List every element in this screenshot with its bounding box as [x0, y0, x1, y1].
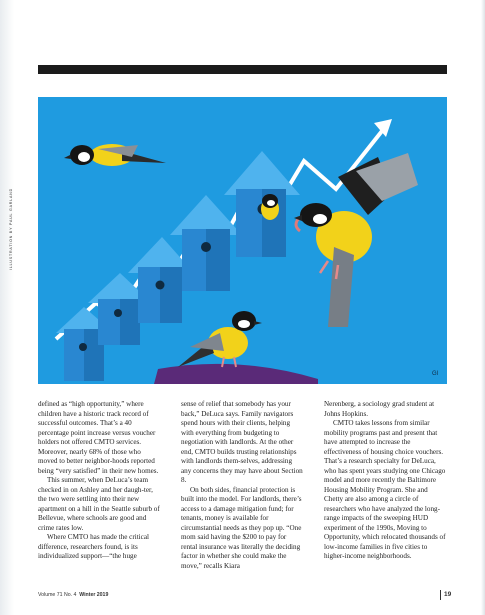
page-footer: [38, 590, 452, 602]
issue-season: Winter 2019: [79, 592, 109, 598]
paragraph: This summer, when DeLuca’s team checked in on Ashley and her daugh-ter, the two were settling into their new apartment on a hill in the Seattle suburb of Bellevue, where schools are good and crime rates low.: [38, 476, 160, 532]
bird-top-left: [64, 144, 166, 166]
article-columns: [38, 400, 447, 576]
page-gutter-shade: [0, 0, 14, 615]
bird-on-branch: [178, 311, 262, 367]
paragraph: sense of relief that somebody has your back,” DeLuca says. Family navigators spend hours with their clients, helping with everything from budgeting to negotiation with landlords. At the other end, CMTO builds trusting relationships with landlords them-selves, addressing any concerns they may have about Section 8.: [181, 400, 303, 484]
article-column-3: [324, 400, 447, 562]
arrow-head-icon: [374, 119, 392, 137]
page-edge: [481, 0, 485, 615]
bird-in-birdhouse: [261, 194, 279, 220]
article-column-2: [181, 400, 304, 571]
issue-info: [38, 592, 108, 598]
paragraph: On both sides, financial protection is built into the model. For landlords, there’s access to a damage mitigation fund; for tenants, money is available for circumstantial needs as they pop up. “One mom said having the $200 to pay for rental insurance was literally the deciding factor in whether she could make the move,” recalls Kiara: [181, 485, 302, 570]
header-rule: [38, 65, 447, 74]
illustration-svg: [38, 97, 447, 384]
paragraph: Nerenberg, a sociology grad student at Johns Hopkins.: [324, 400, 435, 418]
illustration-credit: ILLUSTRATION BY PAUL GARLAND: [9, 188, 13, 270]
footer-divider: [440, 590, 441, 600]
paragraph: Where CMTO has made the critical difference, researchers found, is its individualized support—“the huge: [38, 533, 149, 560]
page-number: 19: [444, 591, 452, 598]
illustration-birdhouses-chart: [38, 97, 447, 384]
issue-label: Volume 71 No. 4: [38, 592, 77, 598]
article-column-1: [38, 400, 161, 562]
paragraph: defined as “high opportunity,” where children have a historic track record of successful outcomes. That’s a 40 percentage point increase versus voucher holders not offered CMTO services. Moreover, nearly 68% of those who moved to better neighbor-hoods reported being “very satisfied” in their new homes.: [38, 400, 159, 475]
bird-right-flying: [294, 153, 418, 327]
paragraph: CMTO takes lessons from similar mobility programs past and present that have attempted to increase the effectiveness of housing choice vouchers. That’s a research specialty for DeLuca, who has spent years studying one Chicago model and more recently the Baltimore Housing Mobility Program. She and Chetty are also among a circle of researchers who have analyzed the long-range impacts of the sweeping HUD experiment of the 1990s, Moving to Opportunity, which relocated thousands of low-income families in five cities to higher-income neighborhoods.: [324, 419, 446, 560]
artist-signature: Gl: [432, 371, 438, 377]
